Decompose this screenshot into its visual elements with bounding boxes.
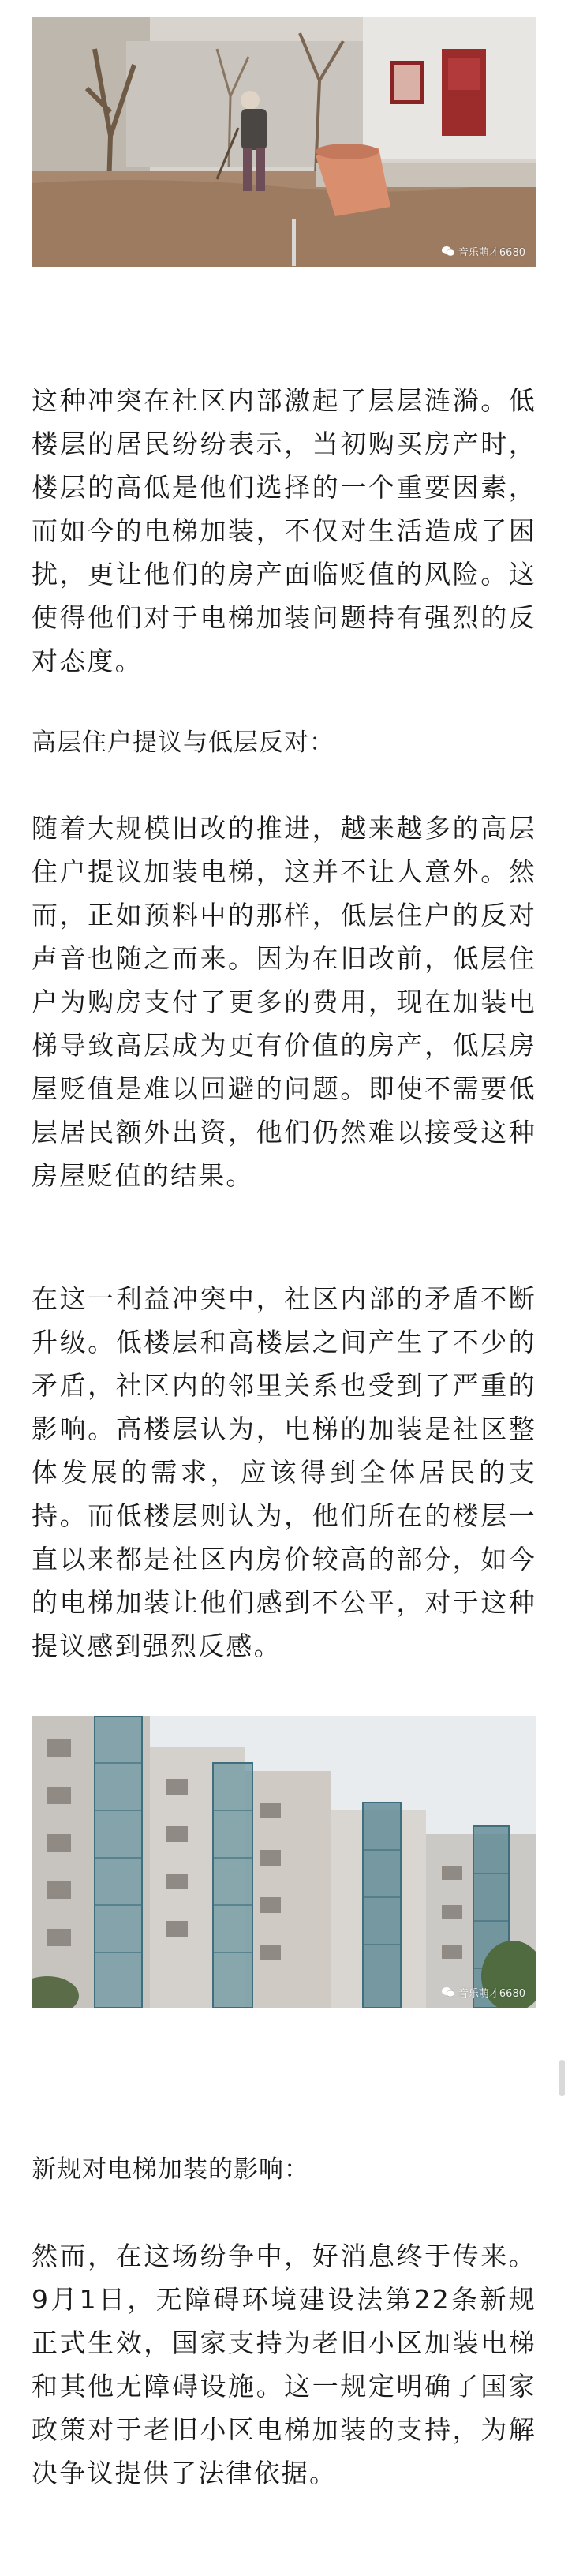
elevator-illustration bbox=[32, 1716, 536, 2008]
wechat-icon bbox=[442, 246, 454, 256]
wechat-icon bbox=[442, 1987, 454, 1998]
courtyard-photo bbox=[32, 17, 536, 267]
watermark-2 bbox=[442, 1985, 525, 2000]
paragraph-4: 然而，在这场纷争中，好消息终于传来。9月1日，无障碍环境建设法第22条新规正式生效，国家支持为老旧小区加装电梯和其他无障碍设施。这一规定明确了国家政策对于老旧小区电梯加装的支持，为解决争议提供了法律依据。 bbox=[32, 2241, 536, 2488]
paragraph-2: 随着大规模旧改的推进，越来越多的高层住户提议加装电梯，这并不让人意外。然而，正如预料中的那样，低层住户的反对声音也随之而来。因为在旧改前，低层住户为购房支付了更多的费用，现在加装电梯导致高层成为更有价值的房产，低层房屋贬值是难以回避的问题。即使不需要低层居民额外出资，他们仍然难以接受这种房屋贬值的结果。 bbox=[32, 813, 536, 1191]
watermark bbox=[442, 244, 525, 259]
scrollbar-thumb[interactable] bbox=[559, 2060, 565, 2096]
section-heading-2: 新规对电梯加装的影响： bbox=[32, 2155, 309, 2184]
paragraph-1: 这种冲突在社区内部激起了层层涟漪。低楼层的居民纷纷表示，当初购买房产时，楼层的高低是他们选择的一个重要因素，而如今的电梯加装，不仅对生活造成了困扰，更让他们的房产面临贬值的风险。这使得他们对于电梯加装问题持有强烈的反对态度。 bbox=[32, 385, 536, 676]
elevator-buildings-photo bbox=[32, 1716, 536, 2008]
watermark-text: 音乐萌才6680 bbox=[458, 247, 525, 259]
section-heading-1: 高层住户提议与低层反对： bbox=[32, 728, 334, 757]
paragraph-3: 在这一利益冲突中，社区内部的矛盾不断升级。低楼层和高楼层之间产生了不少的矛盾，社区内的邻里关系也受到了严重的影响。高楼层认为，电梯的加装是社区整体发展的需求，应该得到全体居民的支持。而低楼层则认为，他们所在的楼层一直以来都是社区内房价较高的部分，如今的电梯加装让他们感到不公平，对于这种提议感到强烈反感。 bbox=[32, 1283, 536, 1661]
courtyard-illustration bbox=[32, 17, 536, 267]
watermark-text: 音乐萌才6680 bbox=[458, 1988, 525, 2000]
